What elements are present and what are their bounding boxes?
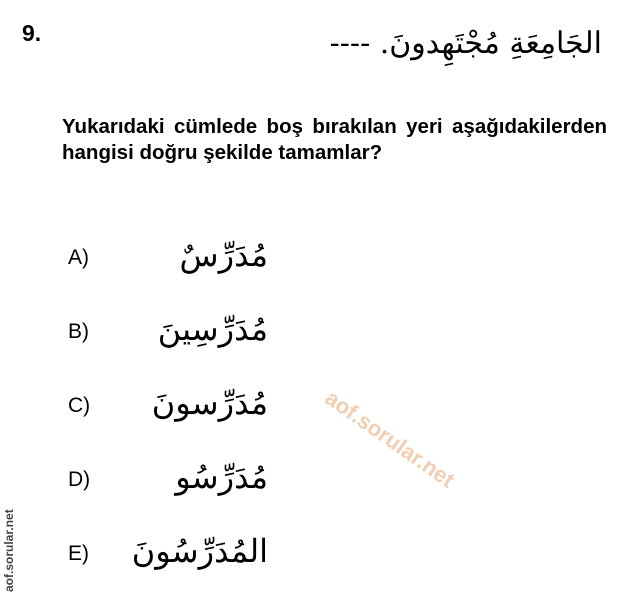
option-e[interactable]	[68, 532, 328, 576]
option-arabic-text: المُدَرِّسُونَ	[131, 532, 268, 570]
option-a[interactable]	[68, 236, 328, 280]
option-letter: E)	[68, 542, 89, 565]
option-letter: D)	[68, 468, 91, 491]
option-c[interactable]	[68, 384, 328, 428]
option-b[interactable]	[68, 310, 328, 354]
option-letter: C)	[68, 394, 91, 417]
question-number: 9.	[22, 20, 42, 46]
option-letter: B)	[68, 320, 89, 343]
diagonal-watermark: aof.sorular.net	[320, 385, 460, 493]
option-arabic-text: مُدَرِّسِينَ	[157, 310, 268, 348]
option-arabic-text: مُدَرِّسٌ	[179, 236, 268, 274]
option-letter: A)	[68, 246, 89, 269]
option-d[interactable]	[68, 458, 328, 502]
option-arabic-text: مُدَرِّسونَ	[151, 384, 268, 422]
question-prompt: Yukarıdaki cümlede boş bırakılan yeri aşağıdakilerden hangisi doğru şekilde tamamlar?	[62, 115, 607, 164]
option-arabic-text: مُدَرِّسُو	[175, 458, 268, 496]
side-watermark: aof.sorular.net	[2, 509, 16, 592]
arabic-sentence: الجَامِعَةِ مُجْتَهِدونَ. ----	[329, 26, 602, 61]
